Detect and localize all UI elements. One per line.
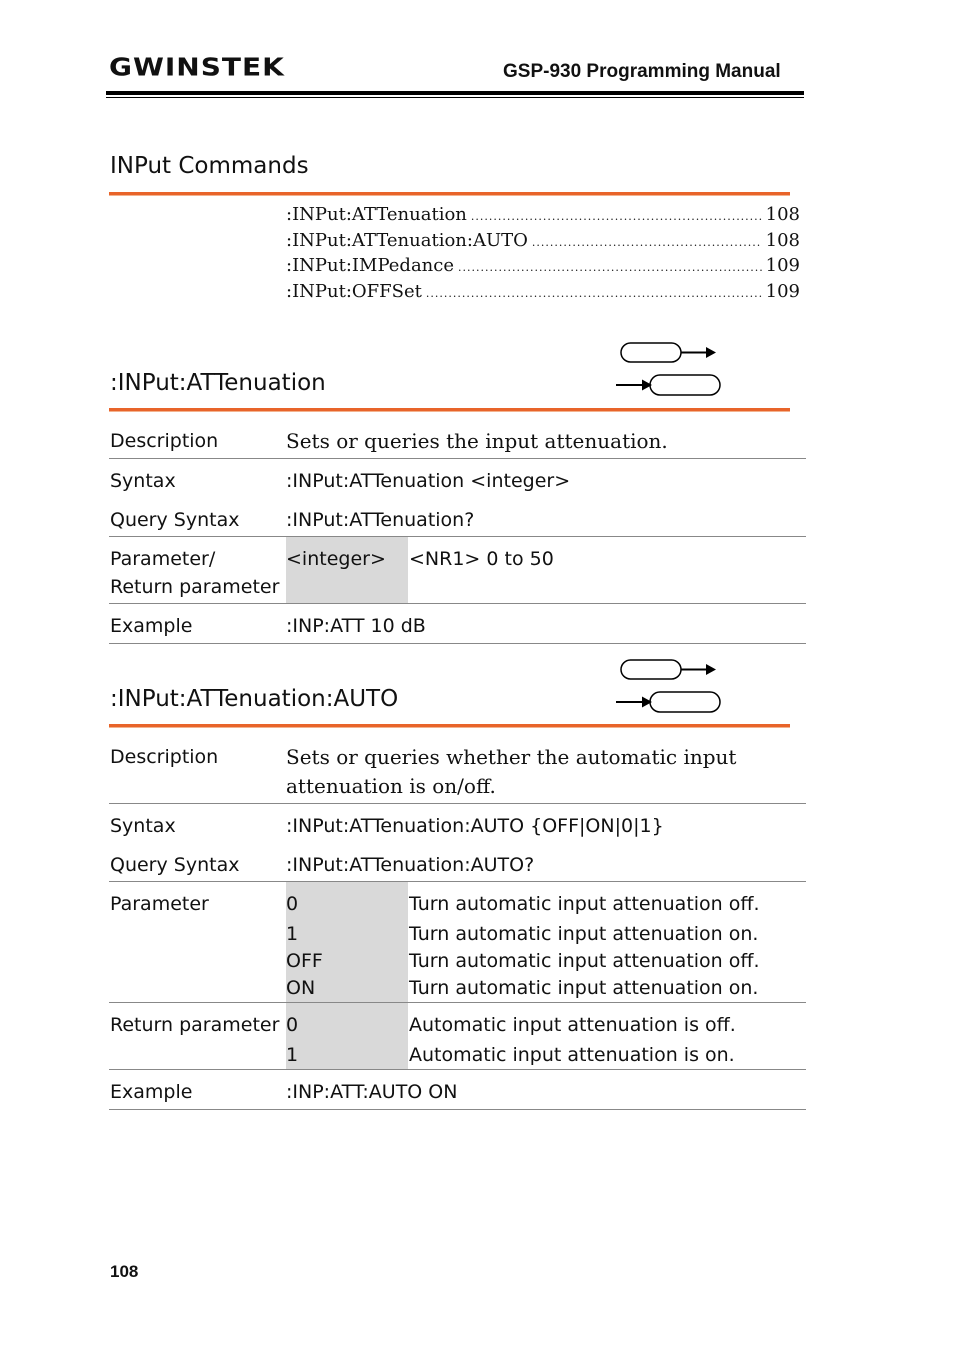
param-desc: Turn automatic input attenuation on. [409, 977, 759, 999]
row-divider [109, 1069, 806, 1070]
query-syntax-text: :INPut:ATTenuation? [286, 509, 475, 531]
command-rule [109, 724, 790, 727]
section-title: INPut Commands [110, 153, 309, 179]
param-desc: Turn automatic input attenuation off. [409, 893, 760, 915]
return-desc: Automatic input attenuation is off. [409, 1014, 736, 1036]
param-name: ON [286, 977, 316, 999]
row-divider [109, 881, 806, 882]
param-desc: Turn automatic input attenuation on. [409, 923, 759, 945]
toc-page: 109 [765, 281, 800, 302]
syntax-label: Syntax [110, 815, 176, 837]
query-syntax-label: Query Syntax [110, 509, 240, 531]
toc-entry[interactable] [286, 204, 800, 225]
command-rule [109, 408, 790, 411]
header-rule [106, 91, 804, 95]
param-name: 0 [286, 893, 299, 915]
row-divider [109, 603, 806, 604]
param-name: OFF [286, 950, 323, 972]
example-text: :INP:ATT:AUTO ON [286, 1081, 458, 1103]
command-title: :INPut:ATTenuation:AUTO [110, 686, 399, 712]
return-param-label: Return parameter [110, 1014, 280, 1036]
param-name: 1 [286, 923, 299, 945]
toc-leader [426, 287, 762, 300]
row-divider [109, 1002, 806, 1003]
example-label: Example [110, 1081, 193, 1103]
toc-page: 109 [765, 255, 800, 276]
return-desc: Automatic input attenuation is on. [409, 1044, 735, 1066]
param-shade [286, 537, 408, 603]
return-shade [286, 1003, 408, 1069]
description-text: Sets or queries whether the automatic input [286, 745, 737, 769]
toc-command: :INPut:ATTenuation:AUTO [286, 230, 528, 251]
query-syntax-text: :INPut:ATTenuation:AUTO? [286, 854, 535, 876]
toc-entry[interactable] [286, 281, 800, 302]
syntax-label: Syntax [110, 470, 176, 492]
example-label: Example [110, 615, 193, 637]
syntax-text: :INPut:ATTenuation:AUTO {OFF|ON|0|1} [286, 815, 664, 837]
row-divider [109, 803, 806, 804]
toc-command: :INPut:ATTenuation [286, 204, 467, 225]
set-query-icon [614, 657, 726, 717]
return-name: 0 [286, 1014, 299, 1036]
set-query-icon [614, 340, 726, 400]
toc-page: 108 [765, 204, 800, 225]
section-rule [109, 192, 790, 195]
toc-command: :INPut:IMPedance [286, 255, 455, 276]
syntax-text: :INPut:ATTenuation <integer> [286, 470, 571, 492]
query-syntax-label: Query Syntax [110, 854, 240, 876]
toc-command: :INPut:OFFSet [286, 281, 422, 302]
row-divider [109, 536, 806, 537]
row-divider [109, 458, 806, 459]
param-desc: <NR1> 0 to 50 [409, 548, 554, 570]
toc-page: 108 [765, 230, 800, 251]
brand-logo: GWINSTEK [109, 52, 285, 82]
row-divider [109, 1109, 806, 1110]
toc-leader [471, 210, 762, 223]
toc-leader [458, 261, 762, 274]
param-label: Parameter [110, 893, 209, 915]
description-text: Sets or queries the input attenuation. [286, 429, 668, 453]
example-text: :INP:ATT 10 dB [286, 615, 426, 637]
return-param-label: Return parameter [110, 576, 280, 598]
toc-entry[interactable] [286, 230, 800, 251]
toc-leader [532, 236, 762, 249]
return-name: 1 [286, 1044, 299, 1066]
row-divider [109, 643, 806, 644]
param-desc: Turn automatic input attenuation off. [409, 950, 760, 972]
command-title: :INPut:ATTenuation [110, 370, 326, 396]
param-name: <integer> [286, 548, 386, 570]
description-label: Description [110, 430, 219, 452]
toc-entry[interactable] [286, 255, 800, 276]
manual-title: GSP-930 Programming Manual [503, 61, 781, 82]
page-number: 108 [110, 1262, 139, 1281]
description-label: Description [110, 746, 219, 768]
description-text-cont: attenuation is on/off. [286, 774, 496, 798]
param-label: Parameter/ [110, 548, 216, 570]
header-rule-thin [106, 97, 804, 98]
